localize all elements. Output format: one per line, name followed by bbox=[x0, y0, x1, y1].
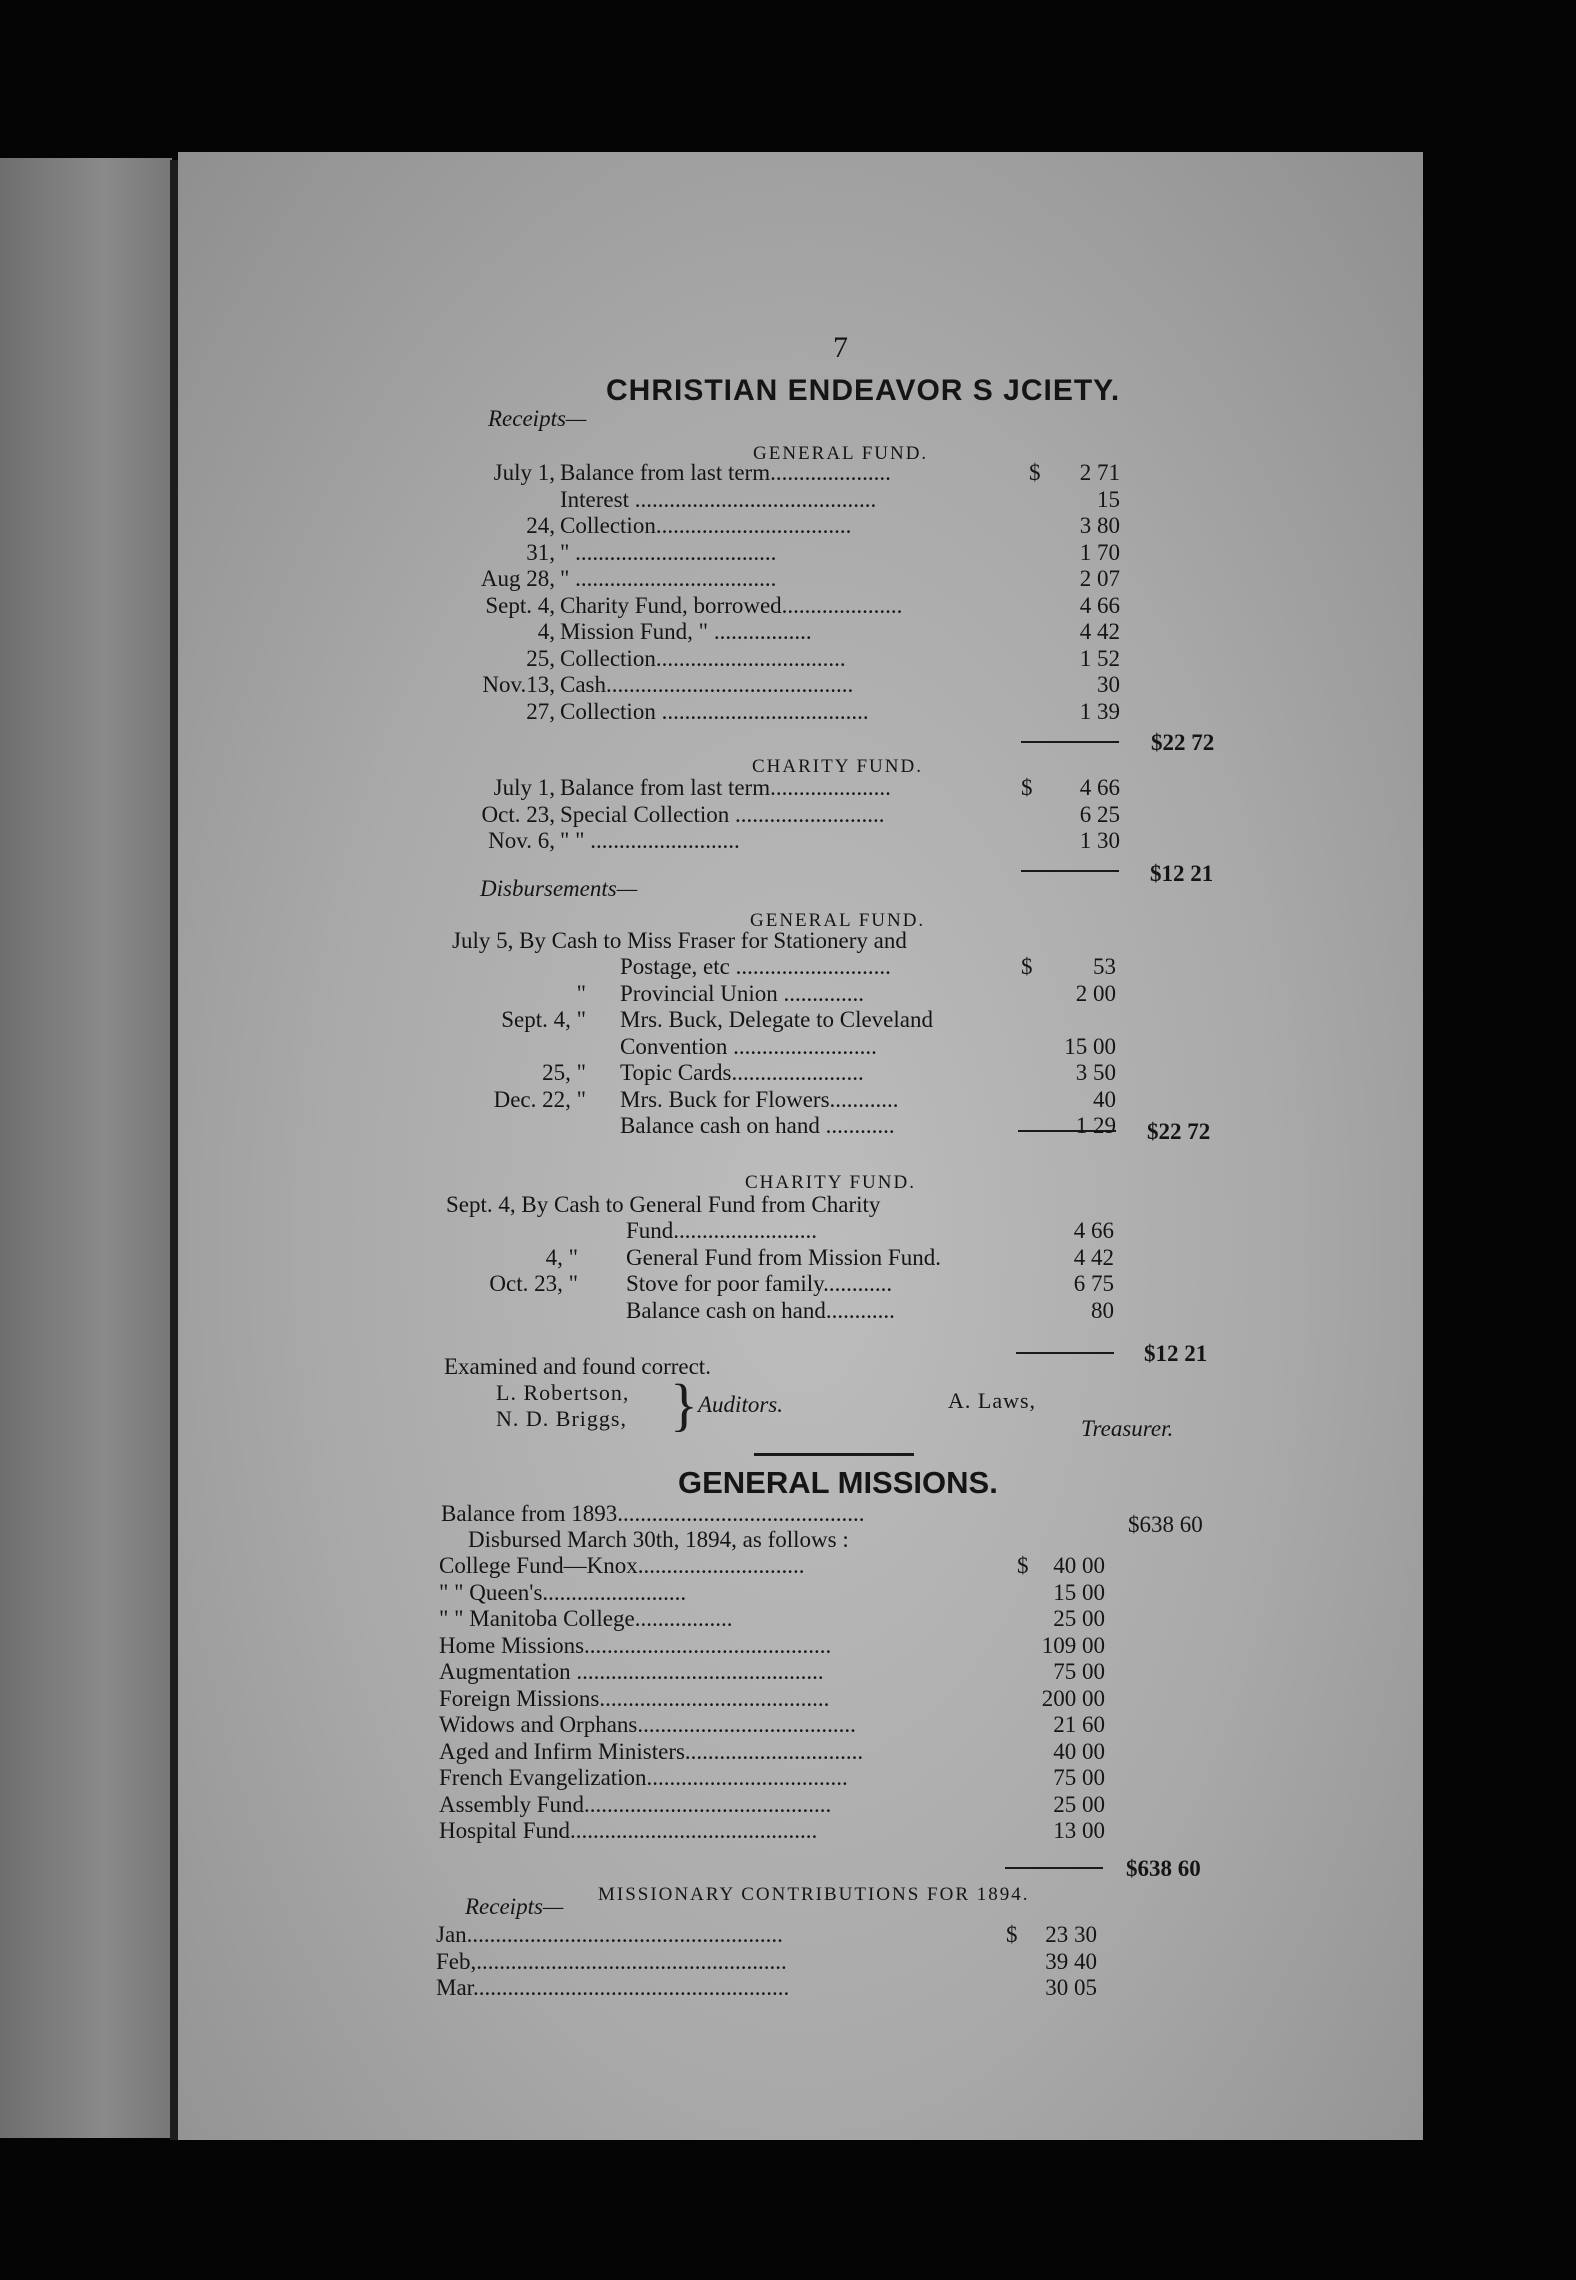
entry-date: Oct. 23, bbox=[481, 801, 555, 827]
document-page bbox=[178, 152, 1423, 2140]
gm-disbursed-line: Disbursed March 30th, 1894, as follows : bbox=[468, 1527, 849, 1552]
ce-general-disb-total: $22 72 bbox=[1147, 1119, 1211, 1144]
ce-title: CHRISTIAN ENDEAVOR S JCIETY. bbox=[606, 374, 1121, 407]
section-divider bbox=[754, 1453, 914, 1456]
entry-amount: 40 bbox=[1093, 1086, 1116, 1112]
entry-date: Nov.13, bbox=[482, 672, 555, 697]
entry-amount: 1 39 bbox=[1079, 698, 1120, 724]
entry-amount: 13 00 bbox=[1053, 1818, 1105, 1843]
entry-description: " ................................... bbox=[560, 539, 777, 565]
entry-date: Nov. 6, bbox=[488, 828, 555, 853]
entry-description: Balance from last term..................... bbox=[560, 775, 891, 800]
entry-description: Mission Fund, " ................. bbox=[560, 619, 812, 644]
entry-amount: 1 52 bbox=[1079, 645, 1120, 671]
entry-description: Foreign Missions........................................ bbox=[439, 1685, 830, 1711]
ce-general-disb-heading: GENERAL FUND. bbox=[750, 910, 926, 931]
auditors-label: Auditors. bbox=[698, 1392, 783, 1417]
ce-charity-receipts-total: $12 21 bbox=[1150, 861, 1214, 886]
entry-amount: 4 42 bbox=[1079, 619, 1120, 644]
entry-description: Charity Fund, borrowed..................... bbox=[560, 592, 903, 618]
entry-amount: 1 29 bbox=[1075, 1113, 1116, 1138]
entry-date: 25, bbox=[526, 645, 555, 671]
gm-balance-amount: $638 60 bbox=[1128, 1512, 1203, 1537]
entry-description: Jan....................................................... bbox=[436, 1922, 783, 1947]
entry-description: Augmentation ........................................... bbox=[439, 1659, 824, 1684]
dollar-sign: $ bbox=[1029, 460, 1041, 485]
entry-amount: 1 70 bbox=[1079, 539, 1120, 565]
gm-receipts-label: Receipts— bbox=[465, 1894, 564, 1919]
entry-description: Balance from last term..................... bbox=[560, 460, 891, 485]
rule bbox=[1021, 741, 1119, 743]
examined-text: Examined and found correct. bbox=[444, 1354, 711, 1379]
ce-charity-fund-heading: CHARITY FUND. bbox=[752, 756, 923, 777]
entry-amount: 75 00 bbox=[1053, 1765, 1105, 1790]
auditor-1: L. Robertson, bbox=[496, 1380, 630, 1405]
entry-description: Special Collection .......................... bbox=[560, 801, 885, 827]
entry-amount: 39 40 bbox=[1045, 1948, 1097, 1974]
entry-description: French Evangelization................................... bbox=[439, 1765, 848, 1790]
entry-amount: 2 00 bbox=[1075, 980, 1116, 1006]
entry-amount: 30 bbox=[1097, 672, 1120, 697]
entry-amount: 4 66 bbox=[1079, 592, 1120, 618]
entry-amount: 40 00 bbox=[1053, 1738, 1105, 1764]
entry-date: 4, bbox=[537, 619, 555, 644]
entry-amount: 6 75 bbox=[1073, 1271, 1114, 1296]
entry-date: Dec. 22, " bbox=[493, 1086, 586, 1112]
auditor-2: N. D. Briggs, bbox=[496, 1406, 627, 1431]
rule bbox=[1021, 870, 1119, 872]
entry-description: Mrs. Buck, Delegate to Cleveland bbox=[620, 1007, 933, 1032]
entry-amount: 15 00 bbox=[1064, 1033, 1116, 1059]
auditor-brace: } bbox=[670, 1372, 698, 1437]
entry-description: Provincial Union .............. bbox=[620, 980, 865, 1006]
entry-description: " " Manitoba College................. bbox=[439, 1606, 733, 1631]
entry-description: Feb,...................................................... bbox=[436, 1948, 787, 1974]
entry-date: 25, " bbox=[542, 1060, 586, 1085]
entry-amount: 15 00 bbox=[1053, 1579, 1105, 1605]
entry-amount: 2 07 bbox=[1079, 566, 1120, 591]
entry-amount: 1 30 bbox=[1079, 828, 1120, 853]
ce-general-receipts-total: $22 72 bbox=[1151, 730, 1215, 755]
dollar-sign: $ bbox=[1021, 775, 1033, 800]
entry-description: Convention ......................... bbox=[620, 1033, 877, 1059]
entry-amount: 3 80 bbox=[1079, 513, 1120, 538]
treasurer-name: A. Laws, bbox=[948, 1388, 1037, 1413]
entry-date: Oct. 23, " bbox=[489, 1271, 578, 1296]
ce-charity-disb-first-line: Sept. 4, By Cash to General Fund from Charity bbox=[446, 1192, 881, 1217]
entry-description: Collection .................................... bbox=[560, 698, 869, 724]
dollar-sign: $ bbox=[1021, 954, 1033, 979]
gm-balance-line: Balance from 1893........................................... bbox=[441, 1501, 865, 1526]
entry-date: 31, bbox=[526, 539, 555, 565]
entry-amount: 4 42 bbox=[1073, 1244, 1114, 1270]
entry-amount: 109 00 bbox=[1041, 1632, 1105, 1658]
entry-description: College Fund—Knox............................. bbox=[439, 1553, 805, 1578]
gm-contrib-heading: MISSIONARY CONTRIBUTIONS FOR 1894. bbox=[598, 1884, 1030, 1905]
entry-date: Sept. 4, bbox=[485, 592, 555, 618]
entry-amount: 4 66 bbox=[1073, 1218, 1114, 1243]
entry-description: Postage, etc ........................... bbox=[620, 954, 891, 979]
entry-amount: 30 05 bbox=[1045, 1975, 1097, 2000]
entry-date: 24, bbox=[526, 513, 555, 538]
entry-amount: 23 30 bbox=[1045, 1922, 1097, 1947]
entry-description: " ................................... bbox=[560, 566, 777, 591]
dollar-sign: $ bbox=[1006, 1922, 1018, 1947]
entry-description: Collection................................. bbox=[560, 645, 846, 671]
ce-general-fund-heading: GENERAL FUND. bbox=[753, 443, 929, 464]
entry-amount: 53 bbox=[1093, 954, 1116, 979]
entry-amount: 15 bbox=[1097, 486, 1120, 512]
entry-amount: 21 60 bbox=[1053, 1712, 1105, 1737]
entry-description: " " Queen's......................... bbox=[439, 1579, 687, 1605]
entry-description: Fund......................... bbox=[626, 1218, 818, 1243]
entry-description: Mrs. Buck for Flowers............ bbox=[620, 1086, 899, 1112]
entry-description: " " .......................... bbox=[560, 828, 740, 853]
ce-general-disb-first-line: July 5, By Cash to Miss Fraser for Stationery and bbox=[452, 928, 907, 953]
entry-date: July 1, bbox=[493, 775, 555, 800]
entry-amount: 75 00 bbox=[1053, 1659, 1105, 1684]
entry-amount: 2 71 bbox=[1079, 460, 1120, 485]
entry-description: Widows and Orphans...................................... bbox=[439, 1712, 856, 1737]
entry-date: 27, bbox=[526, 698, 555, 724]
entry-description: Home Missions........................................... bbox=[439, 1632, 832, 1658]
entry-description: Balance cash on hand............ bbox=[626, 1297, 895, 1323]
dollar-sign: $ bbox=[1017, 1553, 1029, 1578]
gm-total: $638 60 bbox=[1126, 1856, 1201, 1881]
entry-date: " bbox=[576, 980, 586, 1006]
entry-description: Cash........................................... bbox=[560, 672, 854, 697]
rule bbox=[1016, 1352, 1114, 1354]
entry-date: Sept. 4, " bbox=[501, 1007, 586, 1032]
entry-description: Collection.................................. bbox=[560, 513, 852, 538]
ce-charity-disb-heading: CHARITY FUND. bbox=[745, 1172, 916, 1193]
entry-amount: 4 66 bbox=[1079, 775, 1120, 800]
ce-receipts-label: Receipts— bbox=[488, 406, 587, 431]
ce-disbursements-label: Disbursements— bbox=[480, 876, 638, 901]
entry-date: Aug 28, bbox=[480, 566, 555, 591]
entry-description: Interest .......................................... bbox=[560, 486, 877, 512]
rule bbox=[1005, 1867, 1103, 1869]
page-number: 7 bbox=[833, 331, 848, 364]
ce-charity-disb-total: $12 21 bbox=[1144, 1341, 1208, 1366]
entry-amount: 6 25 bbox=[1079, 801, 1120, 827]
entry-amount: 25 00 bbox=[1053, 1791, 1105, 1817]
entry-date: 4, " bbox=[545, 1244, 578, 1270]
entry-amount: 25 00 bbox=[1053, 1606, 1105, 1631]
entry-description: General Fund from Mission Fund. bbox=[626, 1244, 941, 1270]
gm-title: GENERAL MISSIONS. bbox=[678, 1465, 998, 1500]
entry-description: Assembly Fund........................................... bbox=[439, 1791, 832, 1817]
treasurer-label: Treasurer. bbox=[1081, 1416, 1174, 1441]
entry-description: Stove for poor family............ bbox=[626, 1271, 893, 1296]
entry-description: Mar....................................................... bbox=[436, 1975, 790, 2000]
entry-description: Aged and Infirm Ministers............................... bbox=[439, 1738, 864, 1764]
entry-date: July 1, bbox=[493, 460, 555, 485]
entry-amount: 3 50 bbox=[1075, 1060, 1116, 1085]
entry-amount: 40 00 bbox=[1053, 1553, 1105, 1578]
entry-description: Hospital Fund........................................... bbox=[439, 1818, 818, 1843]
entry-amount: 80 bbox=[1091, 1297, 1114, 1323]
entry-amount: 200 00 bbox=[1041, 1685, 1105, 1711]
entry-description: Topic Cards....................... bbox=[620, 1060, 864, 1085]
entry-description: Balance cash on hand ............ bbox=[620, 1113, 895, 1138]
left-page-edge bbox=[0, 158, 172, 2138]
